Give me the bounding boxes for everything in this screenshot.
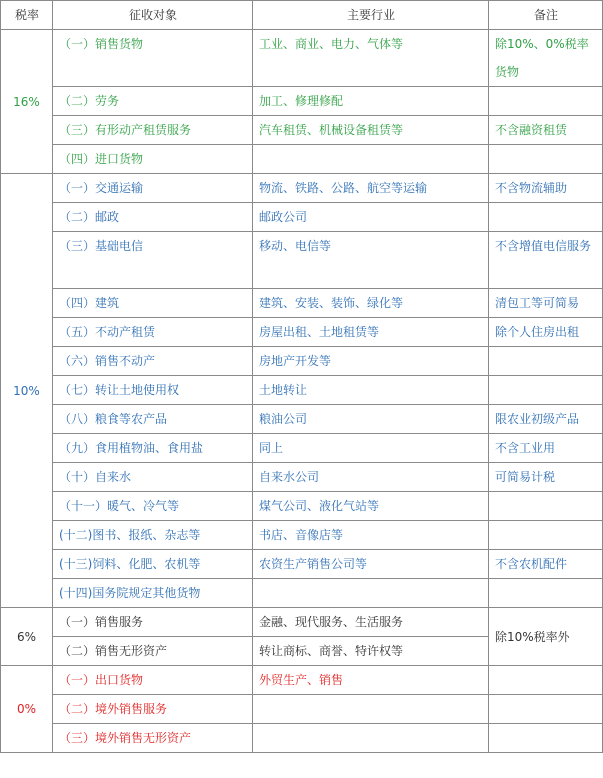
remark-cell: 可简易计税: [489, 463, 603, 492]
industry-cell: [253, 724, 489, 753]
header-industry: 主要行业: [253, 1, 489, 30]
object-cell: （七）转让土地使用权: [53, 376, 253, 405]
remark-cell: 不含物流辅助: [489, 174, 603, 203]
industry-cell: 建筑、安装、装饰、绿化等: [253, 289, 489, 318]
industry-cell: 书店、音像店等: [253, 521, 489, 550]
table-row: [1, 289, 603, 318]
remark-cell: 除10%、0%税率货物: [489, 30, 603, 87]
object-cell: （一）销售货物: [53, 30, 253, 87]
object-cell: （六）销售不动产: [53, 347, 253, 376]
object-cell: （二）邮政: [53, 203, 253, 232]
object-cell: （一）交通运输: [53, 174, 253, 203]
object-cell: （八）粮食等农产品: [53, 405, 253, 434]
industry-cell: 加工、修理修配: [253, 87, 489, 116]
table-row: [1, 116, 603, 145]
object-cell: （三）基础电信: [53, 232, 253, 289]
object-cell: （三）境外销售无形资产: [53, 724, 253, 753]
object-cell: （三）有形动产租赁服务: [53, 116, 253, 145]
table-row: [1, 434, 603, 463]
remark-cell: [489, 347, 603, 376]
remark-cell: [489, 203, 603, 232]
object-cell: （二）销售无形资产: [53, 637, 253, 666]
table-row: [1, 347, 603, 376]
remark-cell: 不含增值电信服务: [489, 232, 603, 289]
industry-cell: 同上: [253, 434, 489, 463]
remark-cell: [489, 695, 603, 724]
industry-cell: 农资生产销售公司等: [253, 550, 489, 579]
remark-cell: [489, 666, 603, 695]
object-cell: （五）不动产租赁: [53, 318, 253, 347]
table-row: [1, 579, 603, 608]
object-cell: (十四)国务院规定其他货物: [53, 579, 253, 608]
rate-cell-6: 6%: [1, 608, 53, 666]
remark-cell: [489, 579, 603, 608]
table-row: [1, 376, 603, 405]
object-cell: （十）自来水: [53, 463, 253, 492]
remark-cell: [489, 87, 603, 116]
table-row: [1, 463, 603, 492]
object-cell: （四）进口货物: [53, 145, 253, 174]
industry-cell: 煤气公司、液化气站等: [253, 492, 489, 521]
industry-cell: 房屋出租、土地租赁等: [253, 318, 489, 347]
industry-cell: 房地产开发等: [253, 347, 489, 376]
industry-cell: [253, 145, 489, 174]
table-row: [1, 695, 603, 724]
industry-cell: 汽车租赁、机械设备租赁等: [253, 116, 489, 145]
industry-cell: 土地转让: [253, 376, 489, 405]
table-row: [1, 232, 603, 289]
rate-cell-10: 10%: [1, 174, 53, 608]
table-row: [1, 145, 603, 174]
remark-cell: 不含融资租赁: [489, 116, 603, 145]
remark-cell: 除个人住房出租: [489, 318, 603, 347]
object-cell: （十一）暖气、冷气等: [53, 492, 253, 521]
table-row: [1, 203, 603, 232]
object-cell: （二）劳务: [53, 87, 253, 116]
table-row: [1, 666, 603, 695]
rate-cell-16: 16%: [1, 30, 53, 174]
industry-cell: [253, 579, 489, 608]
object-cell: （四）建筑: [53, 289, 253, 318]
industry-cell: 粮油公司: [253, 405, 489, 434]
industry-cell: 物流、铁路、公路、航空等运输: [253, 174, 489, 203]
industry-cell: 自来水公司: [253, 463, 489, 492]
object-cell: （一）出口货物: [53, 666, 253, 695]
table-row: [1, 405, 603, 434]
table-row: [1, 492, 603, 521]
table-row: [1, 724, 603, 753]
object-cell: (十二)图书、报纸、杂志等: [53, 521, 253, 550]
remark-cell: 清包工等可简易: [489, 289, 603, 318]
header-rate: 税率: [1, 1, 53, 30]
remark-cell: [489, 521, 603, 550]
header-object: 征收对象: [53, 1, 253, 30]
object-cell: （九）食用植物油、食用盐: [53, 434, 253, 463]
industry-cell: 移动、电信等: [253, 232, 489, 289]
remark-cell: [489, 145, 603, 174]
object-cell: （二）境外销售服务: [53, 695, 253, 724]
industry-cell: 转让商标、商誉、特许权等: [253, 637, 489, 666]
industry-cell: 外贸生产、销售: [253, 666, 489, 695]
table-row: [1, 30, 603, 87]
table-row: [1, 174, 603, 203]
object-cell: (十三)饲料、化肥、农机等: [53, 550, 253, 579]
remark-cell: 除10%税率外: [489, 608, 603, 666]
rate-cell-0: 0%: [1, 666, 53, 753]
table-row: [1, 608, 603, 637]
table-row: [1, 550, 603, 579]
object-cell: （一）销售服务: [53, 608, 253, 637]
industry-cell: [253, 695, 489, 724]
remark-cell: 不含工业用: [489, 434, 603, 463]
remark-cell: [489, 492, 603, 521]
table-row: [1, 87, 603, 116]
remark-cell: [489, 724, 603, 753]
remark-cell: 不含农机配件: [489, 550, 603, 579]
remark-cell: 限农业初级产品: [489, 405, 603, 434]
header-remark: 备注: [489, 1, 603, 30]
header-row: [1, 1, 603, 30]
industry-cell: 金融、现代服务、生活服务: [253, 608, 489, 637]
table-row: [1, 521, 603, 550]
industry-cell: 工业、商业、电力、气体等: [253, 30, 489, 87]
table-row: [1, 318, 603, 347]
remark-cell: [489, 376, 603, 405]
industry-cell: 邮政公司: [253, 203, 489, 232]
